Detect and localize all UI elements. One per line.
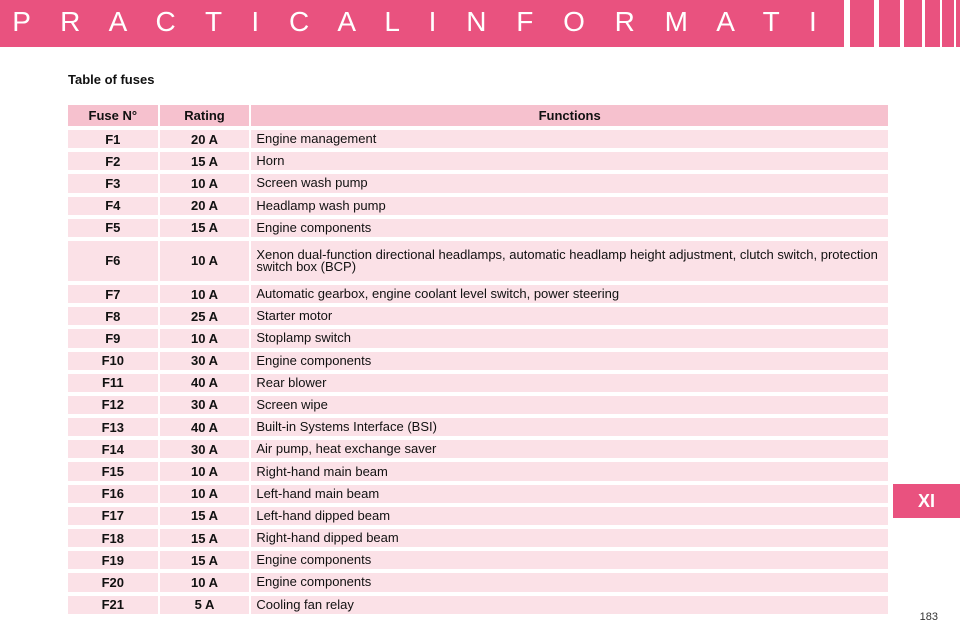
fuse-function-cell: Screen wash pump xyxy=(251,174,888,192)
fuse-function-cell: Air pump, heat exchange saver xyxy=(251,440,888,458)
fuse-number-cell: F3 xyxy=(68,174,158,192)
fuse-rating-cell: 25 A xyxy=(160,307,250,325)
table-row xyxy=(68,352,888,370)
section-title: Table of fuses xyxy=(68,72,155,87)
fuse-number-cell: F14 xyxy=(68,440,158,458)
fuse-number-cell: F8 xyxy=(68,307,158,325)
fuse-number-cell: F15 xyxy=(68,462,158,480)
fuse-number-cell: F4 xyxy=(68,197,158,215)
table-row xyxy=(68,596,888,614)
fuse-function-cell: Headlamp wash pump xyxy=(251,197,888,215)
fuse-rating-cell: 5 A xyxy=(160,596,250,614)
table-row xyxy=(68,374,888,392)
fuse-function-cell: Horn xyxy=(251,152,888,170)
header-stripes-decoration xyxy=(830,0,960,47)
fuse-number-cell: F12 xyxy=(68,396,158,414)
fuse-rating-cell: 15 A xyxy=(160,152,250,170)
table-row xyxy=(68,285,888,303)
fuse-number-cell: F17 xyxy=(68,507,158,525)
fuse-table-body xyxy=(68,130,888,614)
fuse-function-cell: Right-hand dipped beam xyxy=(251,529,888,547)
fuse-number-cell: F6 xyxy=(68,241,158,281)
table-row xyxy=(68,507,888,525)
fuse-function-cell: Cooling fan relay xyxy=(251,596,888,614)
fuse-function-cell: Left-hand main beam xyxy=(251,485,888,503)
fuse-function-cell: Xenon dual-function directional headlamps, automatic headlamp height adjustment, clutch switch, protection switch box (BCP) xyxy=(251,241,888,281)
fuse-number-cell: F2 xyxy=(68,152,158,170)
fuse-rating-cell: 30 A xyxy=(160,352,250,370)
table-row xyxy=(68,329,888,347)
fuse-function-cell: Built-in Systems Interface (BSI) xyxy=(251,418,888,436)
fuse-function-cell: Engine components xyxy=(251,551,888,569)
fuse-rating-cell: 20 A xyxy=(160,130,250,148)
fuse-rating-cell: 20 A xyxy=(160,197,250,215)
table-row xyxy=(68,485,888,503)
table-row xyxy=(68,241,888,281)
fuse-number-cell: F16 xyxy=(68,485,158,503)
fuse-number-cell: F1 xyxy=(68,130,158,148)
fuse-function-cell: Screen wipe xyxy=(251,396,888,414)
fuse-function-cell: Engine components xyxy=(251,352,888,370)
fuse-rating-cell: 15 A xyxy=(160,529,250,547)
table-row xyxy=(68,462,888,480)
fuse-function-cell: Stoplamp switch xyxy=(251,329,888,347)
fuse-function-cell: Right-hand main beam xyxy=(251,462,888,480)
fuse-rating-cell: 10 A xyxy=(160,241,250,281)
fuse-number-cell: F18 xyxy=(68,529,158,547)
column-header-fuse: Fuse N° xyxy=(68,105,158,126)
fuse-rating-cell: 10 A xyxy=(160,462,250,480)
chapter-tab: XI xyxy=(893,484,960,518)
fuse-number-cell: F9 xyxy=(68,329,158,347)
fuse-function-cell: Engine components xyxy=(251,573,888,591)
fuse-number-cell: F13 xyxy=(68,418,158,436)
table-row xyxy=(68,551,888,569)
fuse-function-cell: Left-hand dipped beam xyxy=(251,507,888,525)
fuse-rating-cell: 10 A xyxy=(160,285,250,303)
fuse-rating-cell: 15 A xyxy=(160,551,250,569)
fuse-rating-cell: 10 A xyxy=(160,573,250,591)
table-row xyxy=(68,152,888,170)
fuse-rating-cell: 15 A xyxy=(160,507,250,525)
fuse-rating-cell: 40 A xyxy=(160,374,250,392)
table-row xyxy=(68,174,888,192)
fuse-rating-cell: 40 A xyxy=(160,418,250,436)
fuse-number-cell: F21 xyxy=(68,596,158,614)
table-row xyxy=(68,197,888,215)
fuse-function-cell: Starter motor xyxy=(251,307,888,325)
table-row xyxy=(68,219,888,237)
table-row xyxy=(68,396,888,414)
page-header-title: P R A C T I C A L I N F O R M A T I O N xyxy=(12,6,828,80)
fuse-number-cell: F10 xyxy=(68,352,158,370)
fuse-rating-cell: 10 A xyxy=(160,329,250,347)
fuse-number-cell: F20 xyxy=(68,573,158,591)
fuse-function-cell: Engine management xyxy=(251,130,888,148)
fuse-number-cell: F11 xyxy=(68,374,158,392)
fuse-function-cell: Rear blower xyxy=(251,374,888,392)
table-row xyxy=(68,130,888,148)
fuse-table xyxy=(66,101,890,618)
fuse-rating-cell: 15 A xyxy=(160,219,250,237)
column-header-functions: Functions xyxy=(251,105,888,126)
fuse-function-cell: Automatic gearbox, engine coolant level switch, power steering xyxy=(251,285,888,303)
table-row xyxy=(68,418,888,436)
fuse-function-cell: Engine components xyxy=(251,219,888,237)
table-header-row xyxy=(68,105,888,126)
table-row xyxy=(68,573,888,591)
fuse-number-cell: F5 xyxy=(68,219,158,237)
table-row xyxy=(68,440,888,458)
page-number: 183 xyxy=(919,611,938,623)
fuse-rating-cell: 10 A xyxy=(160,485,250,503)
fuse-number-cell: F19 xyxy=(68,551,158,569)
fuse-number-cell: F7 xyxy=(68,285,158,303)
fuse-rating-cell: 10 A xyxy=(160,174,250,192)
table-row xyxy=(68,307,888,325)
fuse-rating-cell: 30 A xyxy=(160,440,250,458)
column-header-rating: Rating xyxy=(160,105,250,126)
table-row xyxy=(68,529,888,547)
fuse-rating-cell: 30 A xyxy=(160,396,250,414)
